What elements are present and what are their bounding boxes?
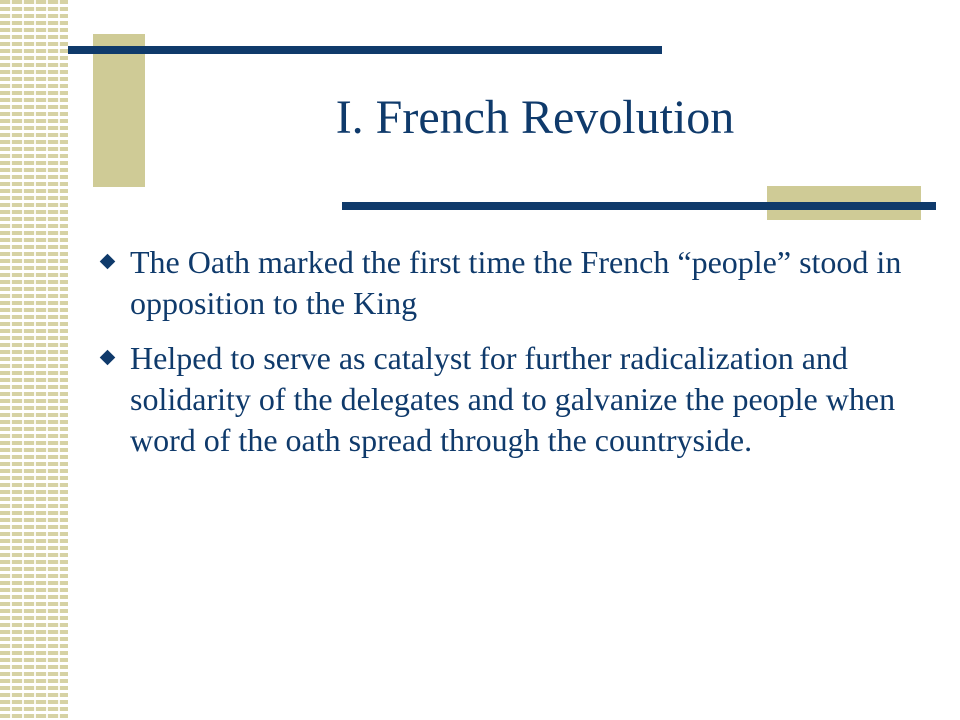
striped-border xyxy=(0,0,68,720)
bullet-item xyxy=(100,242,920,324)
decorative-block-top xyxy=(93,34,145,187)
bullet-item xyxy=(100,338,920,461)
diamond-bullet-icon xyxy=(100,254,116,270)
bullet-list xyxy=(100,242,920,475)
decorative-line-top xyxy=(68,46,662,54)
bullet-text: The Oath marked the first time the French “people” stood in opposition to the King xyxy=(130,244,902,321)
diamond-bullet-icon xyxy=(100,350,116,366)
decorative-line-bottom xyxy=(342,202,936,210)
slide-title: I. French Revolution xyxy=(335,91,735,144)
bullet-text: Helped to serve as catalyst for further radicalization and solidarity of the delegates and to galvanize the people when word of the oath spread through the countryside. xyxy=(130,340,896,458)
